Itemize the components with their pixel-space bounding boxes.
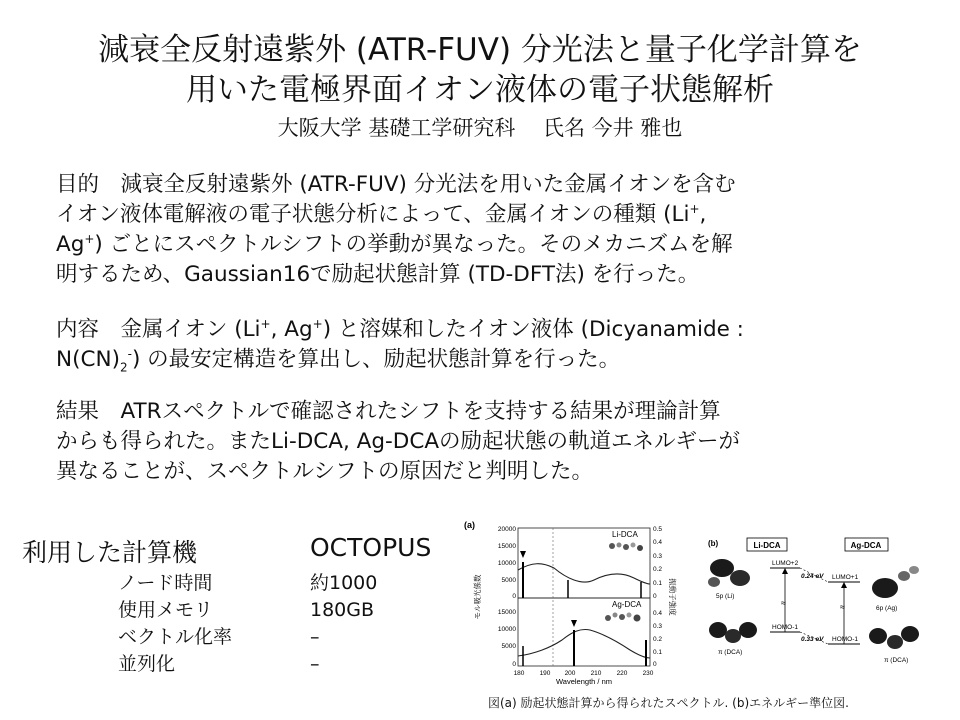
left-ticks-top <box>498 526 516 600</box>
ag-6p-orbital-icon <box>872 566 919 598</box>
content-paragraph <box>56 315 916 375</box>
purpose-line-4: 明するため、Gaussian16で励起状態計算 (TD-DFT法) を行った。 <box>56 262 700 287</box>
svg-text:15000: 15000 <box>497 609 516 616</box>
svg-text:0.4: 0.4 <box>653 539 663 546</box>
svg-text:190: 190 <box>539 670 551 677</box>
svg-text:0: 0 <box>653 593 657 600</box>
figure-a-panel-label: (a) <box>464 520 475 530</box>
figure-b-energy-diagram <box>700 530 930 680</box>
left-ticks-bottom <box>498 609 516 668</box>
ag-arrowhead <box>841 582 847 588</box>
ag-pi-orbital-icon <box>869 626 919 649</box>
svg-text:0.2: 0.2 <box>653 566 663 573</box>
li-dca-spectrum-curve <box>518 564 650 584</box>
ag-dca-arrow <box>571 620 577 627</box>
ag-lumo1-label: LUMO+1 <box>832 574 859 581</box>
svg-text:0: 0 <box>512 661 516 668</box>
result-line-1: 結果 ATRスペクトルで確認されたシフトを支持する結果が理論計算 <box>56 399 721 424</box>
computer-name: OCTOPUS <box>310 533 432 562</box>
svg-text:0.3: 0.3 <box>653 553 663 560</box>
ag-dca-label: Ag-DCA <box>612 600 642 609</box>
purpose-line-1: 目的 減衰全反射遠紫外 (ATR-FUV) 分光法を用いた金属イオンを含む <box>56 172 736 197</box>
purpose-paragraph <box>56 170 916 290</box>
svg-text:200: 200 <box>564 670 576 677</box>
spec-row-vectorization: ベクトル化率 – <box>118 626 320 648</box>
purpose-line-3: Ag+) ごとにスペクトルシフトの挙動が異なった。そのメカニズムを解 <box>56 231 733 257</box>
left-axis-label: モル吸光係数 <box>473 574 482 620</box>
li-arrowhead <box>782 568 788 574</box>
purpose-line-2: イオン液体電解液の電子状態分析によって、金属イオンの種類 (Li+, <box>56 201 707 227</box>
result-line-3: 異なることが、スペクトルシフトの原因だと判明した。 <box>56 459 593 484</box>
svg-text:15000: 15000 <box>497 543 516 550</box>
content-line-2: $N(CN)_2^-$) の最安定構造を算出し、励起状態計算を行った。 <box>56 346 621 375</box>
svg-text:180: 180 <box>513 670 525 677</box>
right-axis-label: 振動子強度 <box>668 578 677 616</box>
li-dca-molecule-icon <box>609 543 643 552</box>
li-5p-label: 5p (Li) <box>716 593 735 600</box>
spec-row-parallel: 並列化 – <box>118 653 320 675</box>
spec-row-node-time: ノード時間 約1000 <box>118 572 378 594</box>
figure-b-panel-label: (b) <box>708 539 719 548</box>
result-paragraph <box>56 397 916 487</box>
ag-dca-molecule-icon <box>605 613 641 622</box>
svg-text:0: 0 <box>512 593 516 600</box>
figure-a-spectra <box>462 518 676 686</box>
gap-top-label: 0.24 eV <box>801 573 824 580</box>
ag-dca-spectrum-curve <box>518 629 650 658</box>
result-line-2: からも得られた。またLi-DCA, Ag-DCAの励起状態の軌道エネルギーが <box>56 429 741 454</box>
ag-6p-label: 6p (Ag) <box>876 605 898 612</box>
gap-bottom-label: 0.33 eV <box>801 636 824 643</box>
svg-text:210: 210 <box>590 670 602 677</box>
right-ticks-bottom <box>653 610 662 668</box>
li-dca-label: Li-DCA <box>612 530 638 539</box>
svg-text:5000: 5000 <box>501 577 516 584</box>
computer-spec-table <box>118 570 418 678</box>
right-ticks-top <box>653 526 662 600</box>
svg-text:20000: 20000 <box>497 526 516 533</box>
svg-text:10000: 10000 <box>497 626 516 633</box>
ag-dca-header: Ag-DCA <box>850 541 882 550</box>
title-line-2: 用いた電極界面イオン液体の電子状態解析 <box>185 72 775 108</box>
svg-text:0.4: 0.4 <box>653 610 663 617</box>
svg-text:0.1: 0.1 <box>653 580 663 587</box>
li-dca-header: Li-DCA <box>753 541 781 550</box>
title-line-1: 減衰全反射遠紫外 (ATR-FUV) 分光法と量子化学計算を <box>98 32 862 68</box>
svg-text:0: 0 <box>653 661 657 668</box>
x-axis-label: Wavelength / nm <box>556 677 612 686</box>
li-dca-arrow <box>520 551 526 558</box>
ag-pi-label: π (DCA) <box>884 657 909 664</box>
content-line-1: 内容 金属イオン (Li+, Ag+) と溶媒和したイオン液体 (Dicyanamide : <box>56 316 744 342</box>
ag-homo1-label: HOMO-1 <box>832 636 858 643</box>
li-pi-orbital-icon <box>709 622 757 643</box>
spec-row-memory: 使用メモリ 180GB <box>118 599 375 621</box>
x-ticks <box>514 670 654 677</box>
li-pi-label: π (DCA) <box>718 649 743 656</box>
computer-heading: 利用した計算機 <box>22 538 198 567</box>
svg-text:0.1: 0.1 <box>653 649 663 656</box>
li-axis-break: ≈ <box>781 598 786 608</box>
ag-axis-break: ≈ <box>840 602 845 612</box>
figure-caption: 図(a) 励起状態計算から得られたスペクトル. (b)エネルギー準位図. <box>488 696 849 710</box>
svg-text:0.5: 0.5 <box>653 526 663 533</box>
svg-text:230: 230 <box>642 670 654 677</box>
svg-text:0.3: 0.3 <box>653 623 663 630</box>
svg-text:0.2: 0.2 <box>653 636 663 643</box>
affiliation: 大阪大学 基礎工学研究科 氏名 今井 雅也 <box>277 116 683 140</box>
li-lumo2-label: LUMO+2 <box>772 560 799 567</box>
svg-text:5000: 5000 <box>501 643 516 650</box>
li-5p-orbital-icon <box>708 559 750 587</box>
svg-text:10000: 10000 <box>497 560 516 567</box>
li-homo1-label: HOMO-1 <box>772 624 798 631</box>
svg-text:220: 220 <box>616 670 628 677</box>
